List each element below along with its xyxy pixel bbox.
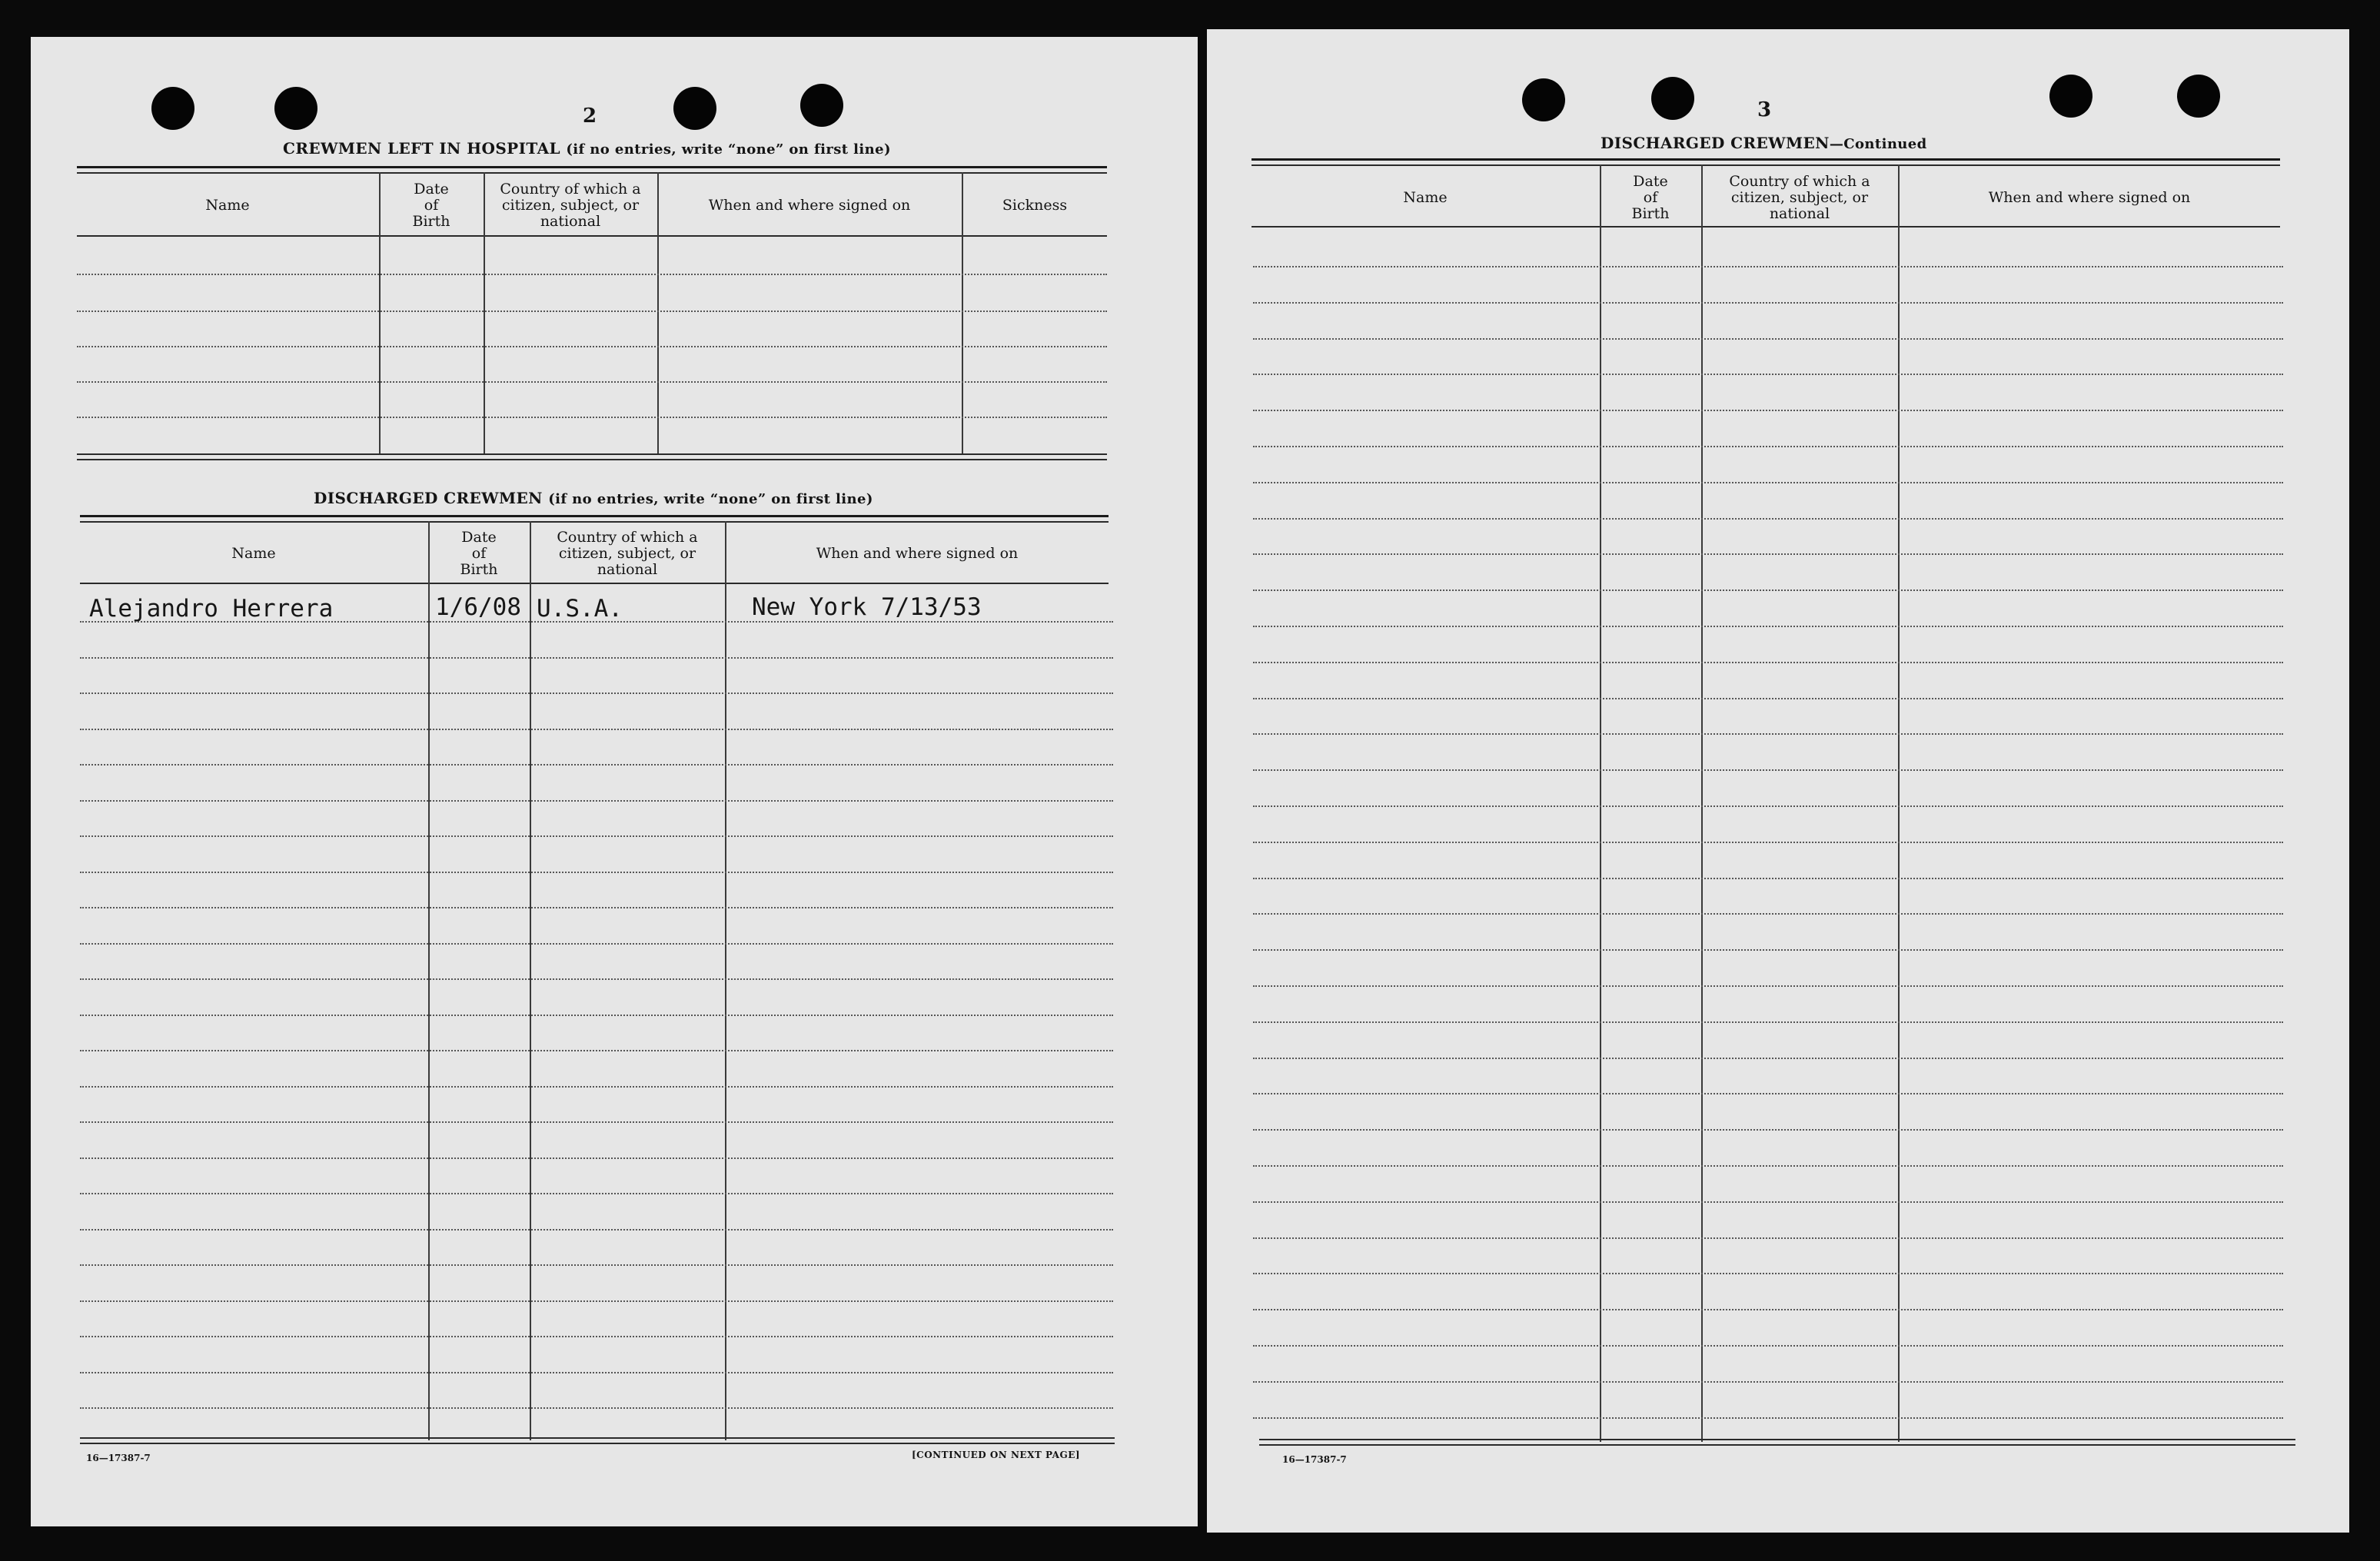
- entry-line: [80, 621, 1113, 623]
- hospital-entry-line: [77, 311, 1107, 312]
- discharged-col-divider: [428, 521, 430, 1440]
- continued-table-bottom-rule: [1259, 1439, 2295, 1440]
- entry-line: [80, 657, 1113, 659]
- punch-hole: [274, 87, 317, 130]
- entry-line: [1253, 698, 2283, 699]
- continued-col-name: Name: [1403, 188, 1448, 206]
- hospital-col-signed: When and where signed on: [708, 196, 911, 214]
- entry-line: [80, 1336, 1113, 1337]
- entry-line: [80, 872, 1113, 873]
- hospital-col-country: Country of which a citizen, subject, or national: [500, 180, 641, 230]
- discharged-continued-title-text: DISCHARGED CREWMEN: [1601, 134, 1830, 152]
- hospital-entry-line: [77, 274, 1107, 275]
- entry-line: [1253, 1058, 2283, 1059]
- continued-table-top-rule-2: [1251, 164, 2280, 166]
- entry-line: [1253, 1165, 2283, 1167]
- discharged-col-divider: [725, 521, 726, 1440]
- entry-line: [1253, 518, 2283, 520]
- continued-col-divider: [1898, 164, 1900, 1442]
- hospital-title-note: (if no entries, write “none” on first line): [566, 141, 891, 158]
- entry-line: [80, 800, 1113, 802]
- punch-hole: [1651, 77, 1694, 120]
- entry-line: [80, 1300, 1113, 1302]
- entry-line: [1253, 626, 2283, 627]
- right-page: [1207, 29, 2349, 1533]
- entry-line: [80, 1050, 1113, 1051]
- discharged-continued-suffix: —Continued: [1829, 136, 1927, 152]
- punch-hole: [673, 87, 716, 130]
- punch-hole: [151, 87, 194, 130]
- entry-line: [1253, 949, 2283, 951]
- entry-line: [1253, 842, 2283, 843]
- discharged-table-top-rule: [80, 515, 1109, 517]
- entry-line: [80, 1229, 1113, 1231]
- discharged-header-rule: [80, 583, 1109, 584]
- entry-line: [1253, 410, 2283, 411]
- hospital-col-divider: [657, 172, 659, 455]
- punch-hole: [1522, 78, 1565, 121]
- entry-line: [1253, 1129, 2283, 1131]
- entry-line: [1253, 590, 2283, 591]
- discharged-section-title: [314, 489, 873, 507]
- hospital-table-top-rule-2: [77, 172, 1107, 174]
- entry-signed: New York 7/13/53: [752, 593, 982, 621]
- discharged-title-text: DISCHARGED CREWMEN: [314, 489, 543, 507]
- hospital-title-text: CREWMEN LEFT IN HOSPITAL: [283, 139, 560, 158]
- entry-name: Alejandro Herrera: [89, 595, 334, 623]
- discharged-title-note: (if no entries, write “none” on first line): [548, 491, 873, 507]
- entry-line: [1253, 446, 2283, 447]
- entry-line: [80, 1193, 1113, 1194]
- entry-line: [80, 835, 1113, 837]
- entry-line: [1253, 1201, 2283, 1203]
- entry-line: [1253, 913, 2283, 915]
- hospital-col-sickness: Sickness: [1002, 196, 1068, 214]
- entry-line: [1253, 662, 2283, 663]
- page-number: 3: [1757, 98, 1772, 121]
- continued-header-rule: [1251, 226, 2280, 228]
- entry-line: [1253, 1381, 2283, 1383]
- hospital-col-dob: Date of Birth: [412, 180, 450, 230]
- entry-line: [1253, 1417, 2283, 1419]
- continued-col-divider: [1701, 164, 1703, 1442]
- punch-hole: [2049, 75, 2092, 118]
- entry-line: [1253, 1093, 2283, 1094]
- hospital-col-divider: [484, 172, 485, 455]
- entry-line: [1253, 482, 2283, 483]
- hospital-col-divider: [962, 172, 963, 455]
- entry-line: [1253, 878, 2283, 879]
- entry-line: [80, 1157, 1113, 1159]
- entry-line: [1253, 1309, 2283, 1310]
- hospital-col-divider: [379, 172, 381, 455]
- entry-line: [1253, 1237, 2283, 1239]
- left-page: [31, 37, 1198, 1526]
- punch-hole: [2177, 75, 2220, 118]
- entry-line: [80, 764, 1113, 766]
- entry-line: [1253, 985, 2283, 987]
- entry-line: [80, 978, 1113, 980]
- entry-line: [1253, 338, 2283, 340]
- hospital-header-rule: [77, 235, 1107, 237]
- entry-dob: 1/6/08: [435, 593, 521, 621]
- hospital-entry-line: [77, 381, 1107, 383]
- entry-line: [1253, 374, 2283, 375]
- entry-line: [1253, 266, 2283, 267]
- entry-line: [1253, 1273, 2283, 1274]
- hospital-col-name: Name: [205, 196, 250, 214]
- page-number: 2: [583, 105, 597, 128]
- discharged-table-bottom-rule: [80, 1437, 1115, 1439]
- continued-col-dob: Date of Birth: [1631, 172, 1670, 222]
- entry-line: [80, 1264, 1113, 1266]
- form-code: 16—17387-7: [1282, 1454, 1347, 1465]
- continued-table-bottom-rule-2: [1259, 1444, 2295, 1446]
- entry-line: [80, 1372, 1113, 1373]
- form-code: 16—17387-7: [86, 1453, 151, 1463]
- discharged-col-signed: When and where signed on: [816, 544, 1019, 562]
- entry-line: [1253, 1345, 2283, 1347]
- entry-line: [1253, 769, 2283, 771]
- hospital-entry-line: [77, 417, 1107, 418]
- entry-line: [80, 729, 1113, 730]
- hospital-table-bottom-rule-2: [77, 459, 1107, 460]
- entry-line: [80, 1086, 1113, 1088]
- entry-line: [80, 907, 1113, 908]
- entry-line: [80, 1121, 1113, 1123]
- entry-line: [80, 1015, 1113, 1016]
- punch-hole: [800, 84, 843, 127]
- discharged-col-divider: [530, 521, 531, 1440]
- discharged-continued-title: [1601, 134, 1927, 152]
- continued-col-divider: [1600, 164, 1601, 1442]
- discharged-table-top-rule-2: [80, 521, 1109, 523]
- continued-note: [CONTINUED ON NEXT PAGE]: [912, 1450, 1081, 1460]
- discharged-table-bottom-rule-2: [80, 1443, 1115, 1444]
- discharged-col-dob: Date of Birth: [460, 528, 498, 578]
- entry-country: U.S.A.: [537, 595, 623, 623]
- hospital-table-top-rule: [77, 166, 1107, 168]
- continued-table-top-rule: [1251, 158, 2280, 161]
- hospital-table-bottom-rule: [77, 453, 1107, 455]
- entry-line: [1253, 302, 2283, 304]
- continued-col-signed: When and where signed on: [1988, 188, 2191, 206]
- entry-line: [1253, 1021, 2283, 1023]
- discharged-col-name: Name: [231, 544, 276, 562]
- entry-line: [80, 1407, 1113, 1409]
- hospital-section-title: [283, 139, 891, 158]
- entry-line: [1253, 805, 2283, 807]
- discharged-col-country: Country of which a citizen, subject, or national: [557, 528, 698, 578]
- entry-line: [1253, 553, 2283, 555]
- entry-line: [80, 943, 1113, 945]
- continued-col-country: Country of which a citizen, subject, or national: [1729, 172, 1870, 222]
- entry-line: [1253, 733, 2283, 735]
- entry-line: [80, 692, 1113, 694]
- hospital-entry-line: [77, 346, 1107, 347]
